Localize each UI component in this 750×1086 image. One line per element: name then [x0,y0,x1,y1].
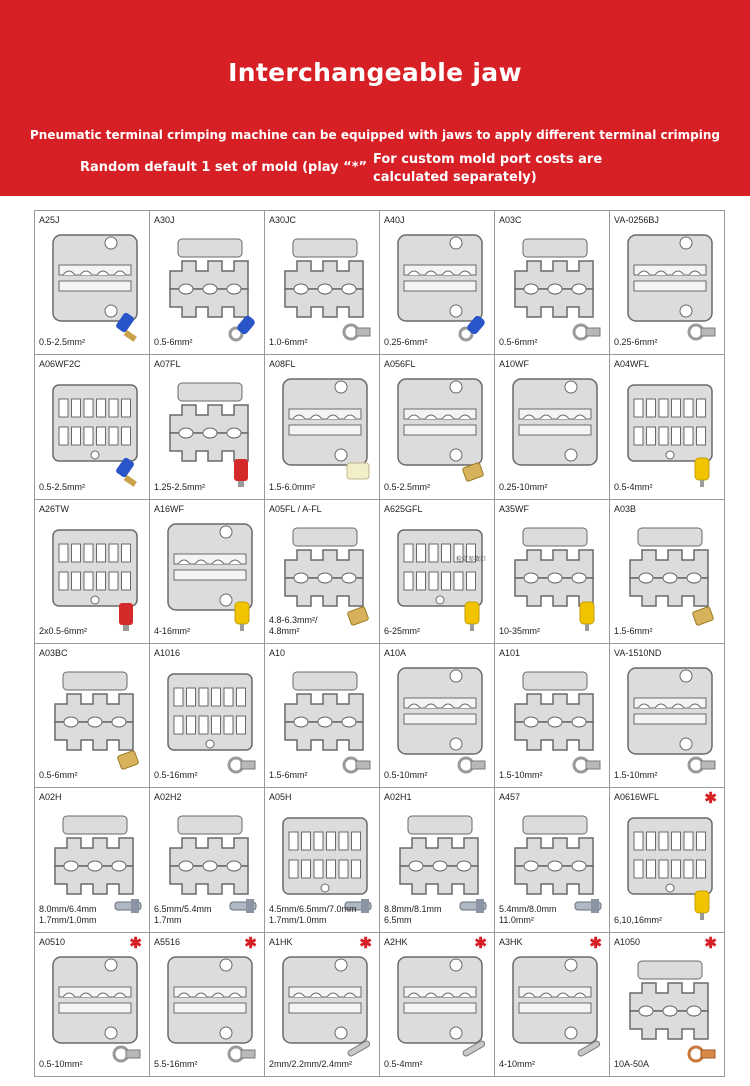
jaw-model: VA-1510ND [614,647,662,658]
jaw-spec: 1.5-6.0mm² [269,481,316,492]
terminal-image [111,888,145,922]
jaw-model: A625GFL [384,503,423,514]
terminal-image [571,743,605,777]
star-icon: ✱ [244,934,257,952]
terminal-icon [341,310,375,344]
jaw-model: A457 [499,792,521,803]
jaw-model: A30JC [269,215,297,225]
jaw-model: A10WF [499,359,530,370]
jaw-card [150,211,265,355]
star-icon: ✱ [589,934,602,952]
custom-mold-note: For custom mold port costs are calculated separately) [373,152,603,185]
jaw-card [265,500,380,644]
jaw-spec: 4-10mm² [499,1058,536,1069]
jaw-model: A16WF [154,503,185,514]
terminal-image [341,743,375,777]
terminal-image [341,455,375,489]
crimp-die-image [509,375,601,469]
terminal-image [226,743,260,777]
jaw-card [610,355,725,499]
jaw-spec: 8.8mm/8.1mm 6.5mm [384,903,442,925]
terminal-image [686,310,720,344]
jaw-model: A1050 [614,936,641,947]
jaw-model: A3HK [499,936,523,947]
terminal-image [226,455,260,489]
jaw-card [35,788,150,932]
jaw-model: A25J [39,215,60,225]
jaw-spec: 2x0.5-6mm² [39,625,88,636]
terminal-icon [686,599,720,633]
terminal-image [456,1032,490,1066]
terminal-icon [111,888,145,922]
jaw-model: A101 [499,647,521,658]
jaw-model: A10 [269,647,286,658]
terminal-icon [226,310,260,344]
terminal-image [456,599,490,633]
jaw-card [380,644,495,788]
star-icon: ✱ [704,790,717,808]
jaw-model: A05H [269,792,292,803]
jaw-model: A1016 [154,647,181,658]
terminal-icon [341,743,375,777]
terminal-icon [686,888,720,922]
jaw-card [495,355,610,499]
terminal-icon [111,599,145,633]
jaw-card [150,933,265,1077]
terminal-icon [341,599,375,633]
jaw-card [610,933,725,1077]
jaw-card [495,211,610,355]
jaw-spec: 0.25-6mm² [614,337,658,348]
terminal-icon [686,310,720,344]
terminal-icon [341,455,375,489]
jaw-model: A03BC [39,647,68,658]
jaw-model: A03C [499,215,522,225]
terminal-image [226,1032,260,1066]
jaw-card [35,500,150,644]
terminal-icon [226,455,260,489]
jaw-spec: 5.5-16mm² [154,1058,198,1069]
terminal-icon [571,888,605,922]
jaw-spec: 10A-50A [614,1058,650,1069]
jaw-card [35,355,150,499]
jaw-spec: 4-16mm² [154,625,191,636]
jaw-grid [34,210,725,1077]
terminal-icon [111,743,145,777]
terminal-icon [226,1032,260,1066]
jaw-model: VA-0256BJ [614,215,659,225]
terminal-image [226,599,260,633]
jaw-card [610,788,725,932]
jaw-spec: 1.5-6mm² [269,770,308,781]
terminal-image [571,310,605,344]
terminal-image [686,1032,720,1066]
jaw-card [610,644,725,788]
jaw-model: A10A [384,647,407,658]
jaw-model: A03B [614,503,637,514]
terminal-image [686,743,720,777]
terminal-icon [571,310,605,344]
terminal-icon [686,1032,720,1066]
jaw-spec: 6,10,16mm² [614,914,663,925]
default-mold-note: Random default 1 set of mold (play “*” [80,160,368,175]
jaw-model: A07FL [154,359,181,370]
jaw-spec: 0.5-4mm² [614,481,653,492]
jaw-model: A26TW [39,503,70,514]
jaw-model: A08FL [269,359,296,370]
terminal-image [226,888,260,922]
terminal-image [686,599,720,633]
jaw-card [150,644,265,788]
jaw-spec: 8.0mm/6.4mm 1.7mm/1.0mm [39,903,97,925]
terminal-icon [456,599,490,633]
jaw-spec: 0.5-2.5mm² [384,481,431,492]
jaw-model: A0616WFL [614,792,660,803]
terminal-image [571,888,605,922]
jaw-model: A056FL [384,359,416,370]
terminal-icon [571,1032,605,1066]
terminal-image [456,888,490,922]
jaw-card [265,211,380,355]
terminal-image [686,455,720,489]
jaw-model: A35WF [499,503,530,514]
jaw-spec: 10-35mm² [499,625,541,636]
jaw-spec: 0.25-6mm² [384,337,428,348]
jaw-spec: 6-25mm² [384,625,421,636]
terminal-image [226,310,260,344]
die-callout-label: 检定参数口 [455,556,486,563]
star-icon: ✱ [359,934,372,952]
terminal-image [111,310,145,344]
jaw-spec: 0.5-6mm² [154,337,193,348]
jaw-spec: 0.5-4mm² [384,1058,423,1069]
jaw-model: A02H1 [384,792,412,803]
terminal-icon [111,310,145,344]
jaw-model: A04WFL [614,359,650,370]
jaw-card [35,211,150,355]
terminal-image [571,599,605,633]
terminal-icon [686,455,720,489]
terminal-image [111,1032,145,1066]
jaw-card [380,500,495,644]
terminal-icon [456,455,490,489]
jaw-spec: 1.5-6mm² [614,625,653,636]
terminal-image [456,455,490,489]
jaw-card [380,933,495,1077]
terminal-image [111,599,145,633]
jaw-card [495,500,610,644]
terminal-icon [571,599,605,633]
jaw-card [495,788,610,932]
jaw-spec: 0.5-16mm² [154,770,198,781]
jaw-spec: 0.5-6mm² [39,770,78,781]
jaw-spec: 4.8-6.3mm²/ 4.8mm² [269,614,318,636]
jaw-card [380,355,495,499]
jaw-card [610,500,725,644]
jaw-card [265,355,380,499]
jaw-spec: 4.5mm/6.5mm/7.0mm 1.7mm/1.0mm [269,903,357,925]
terminal-image [456,310,490,344]
terminal-icon [571,743,605,777]
terminal-image [571,1032,605,1066]
jaw-card [265,788,380,932]
page-title: Interchangeable jaw [228,58,522,87]
jaw-card [380,788,495,932]
header-banner [0,0,750,196]
terminal-icon [686,743,720,777]
jaw-spec: 0.5-6mm² [499,337,538,348]
terminal-image [341,599,375,633]
jaw-card [610,211,725,355]
terminal-icon [111,455,145,489]
jaw-spec: 2mm/2.2mm/2.4mm² [269,1058,353,1069]
jaw-card [495,644,610,788]
star-icon: ✱ [704,934,717,952]
terminal-image [456,743,490,777]
jaw-spec: 1.5-10mm² [499,770,543,781]
jaw-model: A1HK [269,936,293,947]
jaw-model: A2HK [384,936,408,947]
jaw-card [265,933,380,1077]
jaw-model: A05FL / A-FL [269,503,322,514]
terminal-image [111,455,145,489]
jaw-card [495,933,610,1077]
jaw-card [35,644,150,788]
jaw-spec: 1.25-2.5mm² [154,481,206,492]
terminal-icon [111,1032,145,1066]
terminal-image [341,310,375,344]
jaw-spec: 6.5mm/5.4mm 1.7mm [154,903,212,925]
jaw-spec: 1.0-6mm² [269,337,308,348]
terminal-icon [456,888,490,922]
jaw-spec: 0.5-2.5mm² [39,337,86,348]
jaw-model: A5516 [154,936,181,947]
terminal-image [686,888,720,922]
jaw-model: A02H2 [154,792,182,803]
jaw-model: A06WF2C [39,359,81,370]
jaw-model: A02H [39,792,62,803]
jaw-spec: 1.5-10mm² [614,770,658,781]
terminal-icon [456,743,490,777]
jaw-model: A40J [384,215,405,225]
jaw-spec: 0.5-10mm² [384,770,428,781]
jaw-spec: 5.4mm/8.0mm 11.0mm² [499,903,557,925]
jaw-model: A0510 [39,936,66,947]
jaw-spec: 0.25-10mm² [499,481,548,492]
jaw-spec: 0.5-10mm² [39,1058,83,1069]
jaw-model: A30J [154,215,175,225]
terminal-icon [456,1032,490,1066]
terminal-icon [456,310,490,344]
jaw-card [35,933,150,1077]
terminal-icon [226,888,260,922]
jaw-spec: 0.5-2.5mm² [39,481,86,492]
jaw-card [150,355,265,499]
star-icon: ✱ [474,934,487,952]
jaw-card [150,788,265,932]
crimp-die-icon [509,375,601,469]
terminal-image [111,743,145,777]
star-icon: ✱ [129,934,142,952]
jaw-card [380,211,495,355]
header-subtitle: Pneumatic terminal crimping machine can be equipped with jaws to apply different terminal crimping [29,128,721,142]
terminal-icon [226,599,260,633]
jaw-card [265,644,380,788]
jaw-card [150,500,265,644]
terminal-icon [226,743,260,777]
